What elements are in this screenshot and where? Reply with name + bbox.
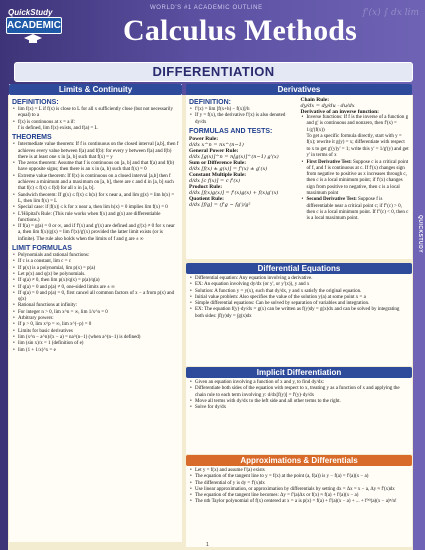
- page-title: Calculus Methods: [122, 14, 358, 47]
- differential-of-y: • The differential of y is dy = f'(x)dx: [195, 481, 409, 487]
- approximations-section: [186, 455, 412, 547]
- inverse-specific-formula: To get a specific formula directly, start with y = f(x); rewrite it g(y) = x; differentiate with respect to x to get g'(y)y' = 1; write this y' = 1/g'(y) and get y' in terms of x: [306, 133, 409, 159]
- second-derivative-test-heading: Second Derivative Test:: [306, 197, 357, 203]
- lhopital-rule: • L'Hôpital's Rule: (This rule works when f(x) and g(x) are differentiable functions.): [18, 212, 179, 225]
- limit-formulas-heading: LIMIT FORMULAS: [12, 245, 72, 253]
- definitions-list: [12, 107, 179, 126]
- chain-rule: dy/dx = dy/du · du/dx: [300, 103, 355, 109]
- basic-derivative-limits: • Limits for basic derivatives: [18, 329, 179, 335]
- implicit-step-move: • Move all terms with dy/dx to the left side and all other terms to the right.: [195, 399, 409, 405]
- quotient-limit: • If q(a) ≠ 0, then lim p(x)/q(x) = p(a)/q(a): [18, 278, 179, 284]
- limit-formulas-list: [12, 253, 179, 354]
- first-derivative-test-text: Suppose c is a critical point of f, and f is continuous at c. If f'(x) changes sign from negative to positive as x increases through c, then c is a local minimum point; if f'(x) changes sign from positive to negative, then c is a local maximum point: [306, 159, 409, 196]
- second-derivative-test: [307, 197, 410, 222]
- approximations-list: [189, 468, 409, 506]
- constant-multiple-heading: Constant Multiple Rule:: [189, 171, 247, 178]
- derivatives-right-part: [301, 97, 410, 222]
- sum-rule-heading: Sum or Difference Rule:: [189, 159, 247, 166]
- formulas-tests-heading: FORMULAS AND TESTS:: [189, 127, 273, 135]
- quickstudy-logo: [6, 8, 60, 54]
- derivative-definition-heading: DEFINITION:: [189, 99, 231, 106]
- simple-differential-equations: • Simple differential equations: Can be solved by separation of variables and integration.: [195, 301, 409, 307]
- solution-definition: • Solution: A function y = y(x), such that dy/dx, y and x satisfy the original equation.: [195, 289, 409, 295]
- differential-equations-list: [189, 276, 409, 320]
- limits-continuity-column: [9, 84, 182, 542]
- inverse-functions: • Inverse functions: If f is the inverse of a function g and g' is continuous and nonzero, then f'(x) = 1/g'(f(x)): [307, 115, 410, 134]
- continuity-definition: • f(x) is continuous at x = a if:: [18, 120, 179, 126]
- separation-example: • EX: The equation f(y)·dy/dx = g(x) can be written as f(y)dy = g(x)dx and can be solved by integrating both sides: ∫f(y)dy = ∫g(x)dx: [195, 307, 409, 320]
- implicit-intro: • Given an equation involving a function of x and y, to find dy/dx:: [195, 380, 409, 386]
- sandwich-special-case: • Special case: if |f(x)| ≤ k for x near a, then lim h(x) = 0 implies lim f(x) = 0: [18, 205, 179, 211]
- differential-equation-example: • EX: An equation involving dy/dx (or y', or y'(x)), y and x: [195, 282, 409, 288]
- initial-value-problem: • Initial value problem: Also specifies the value of the solution y(a) at some point x = a: [195, 295, 409, 301]
- extreme-value-theorem: • Extreme value theorem: If f(x) is continuous on a closed interval [a,b] then f achieves a minimum and a maximum on [a, b], there are c and d in [a, b] such that f(c) ≤ f(x) ≤ f(d) for all x in [a, b].: [18, 174, 179, 193]
- watermark-text: WORLD'S #1 ACADEMIC OUTLINE: [150, 5, 263, 11]
- limits-continuity-bar: Limits & Continuity: [9, 84, 182, 95]
- derivatives-two-column: [189, 97, 409, 222]
- first-derivative-test: [307, 160, 410, 198]
- derivative-notation: • If y = f(x), the derivative f'(x) is also denoted dy/dx: [195, 113, 298, 126]
- intermediate-value-theorem: • Intermediate value theorem: If f is continuous on the closed interval [a,b], then f achieves every value between f(a) and f(b): for every y between f(a) and f(b) there is at least one x in [a, b] such that f(x) = y: [18, 142, 179, 161]
- side-text: QUICKSTUDY: [417, 215, 423, 254]
- tests-list: [301, 160, 410, 223]
- derivatives-body: [186, 95, 412, 259]
- derivatives-section: [186, 84, 412, 259]
- quotient-rule-heading: Quotient Rule:: [189, 195, 224, 202]
- polynomials-rational-heading: • Polynomials and rational functions:: [18, 253, 179, 259]
- second-derivative-test-text: Suppose f is differentiable near a critical point c; if f''(c) > 0, then c is a local minimum point. If f''(c) < 0, then c is a local maximum point.: [306, 197, 409, 222]
- differential-equations-bar: Differential Equations: [186, 263, 412, 274]
- differential-equations-body: [186, 274, 412, 366]
- product-rule-heading: Product Rule:: [189, 183, 223, 190]
- implicit-differentiation-bar: Implicit Differentiation: [186, 367, 412, 378]
- theorems-list: [12, 142, 179, 243]
- approximations-body: [186, 466, 412, 547]
- logo-top-text: QuickStudy: [8, 8, 53, 17]
- quotient-rule: d/dx [f/g] = (f'g − fg')/g²: [189, 201, 251, 208]
- constant-multiple-rule: d/dx [c f(x)] = c f'(x): [189, 177, 241, 184]
- common-factor-note: • If q(a) = 0 and p(a) = 0, first cancel all common factors of x − a from p(x) and q(x): [18, 291, 179, 304]
- general-power-rule-heading: General Power Rule:: [189, 147, 239, 154]
- limit-definition: • lim f(x) = L if f(x) is close to L for all x sufficiently close (but not necessarily equal) to a: [18, 107, 179, 120]
- differential-equation-definition: • Differential equation: Any equation involving a derivative.: [195, 276, 409, 282]
- implicit-step-differentiate: • Differentiate both sides of the equation with respect to x, treating y as a function of x and applying the chain rule to each term involving y: d/dx[f(y)] = f'(y)·dy/dx: [195, 386, 409, 399]
- differentiation-section-bar: DIFFERENTIATION: [14, 62, 413, 82]
- implicit-list: [189, 380, 409, 411]
- header-formula-art: f'(x) ∫ dx lim: [362, 8, 419, 18]
- left-border-strip: [0, 95, 8, 550]
- taylor-polynomial: • The nth Taylor polynomial of f(x) centered at x = a is p(x) = f(a) + f'(a)(x − a) + ... + f⁽ⁿ⁾(a)(x − a)ⁿ/n!: [195, 499, 409, 505]
- right-column: [186, 84, 412, 542]
- derivative-limit-definition: • f'(x) = lim [f(x+h) − f(x)]/h: [195, 107, 298, 113]
- approximations-bar: Approximations & Differentials: [186, 455, 412, 466]
- polynomials-note: • Let p(x) and q(x) be polynomials.: [18, 272, 179, 278]
- inverse-derivative-heading: Derivative of an inverse function:: [300, 109, 380, 115]
- zeros-theorem: • The zeros theorem: Assume that f is continuous on [a, b] and that f(a) and f(b) have opposite signs; then there is an x in (a, b) such that f(x) = 0: [18, 161, 179, 174]
- tangent-line-equation: • The equation of the tangent line to y = f(x) at the point (a, f(a)) is y − f(a) = f'(a)(x − a): [195, 474, 409, 480]
- derivative-definition-list: [189, 107, 298, 126]
- implicit-differentiation-section: [186, 367, 412, 454]
- power-difference-limit: • lim (x^n − a^n)/(x − a) = na^(n−1) (when a^(n−1) is defined): [18, 335, 179, 341]
- implicit-differentiation-body: [186, 378, 412, 454]
- e-limit: • lim (1 + 1/x)^x = e: [18, 348, 179, 354]
- implicit-step-solve: • Solve for dy/dx: [195, 405, 409, 411]
- sine-limit: • lim (sin x)/x = 1 (definition of e): [18, 341, 179, 347]
- lhopital-rule-detail: • If f(a) = g(a) = 0 or ∞, and if f'(x) and g'(x) are defined and g'(x) ≠ 0 for x near a, then lim f(x)/g(x) = lim f'(x)/g'(x) provided the latter limit exists (or is infinite). The rule also holds when the limits of f and g are ± ∞: [18, 224, 179, 243]
- right-border-strip: [413, 95, 425, 550]
- power-rule-heading: Power Rule:: [189, 135, 219, 142]
- product-rule: d/dx [f(x)g(x)] = f'(x)g(x) + f(x)g'(x): [189, 189, 279, 196]
- limits-continuity-body: [9, 95, 182, 356]
- one-sided-limit: • If q(a) = 0 and p(a) ≠ 0, one-sided limits are ± ∞: [18, 285, 179, 291]
- definitions-heading: DEFINITIONS:: [12, 99, 59, 106]
- derivatives-left-part: [189, 97, 298, 222]
- theorems-heading: THEOREMS: [12, 134, 52, 142]
- constant-limit: • If c is a constant, lim c = c: [18, 259, 179, 265]
- linear-approximation: • Use linear approximation, or approximation by differentials by setting dx = Δx = x − a, Δy ≈ f'(x)dx: [195, 487, 409, 493]
- sum-rule: d/dx [f(x) ± g(x)] = f'(x) ± g'(x): [189, 165, 268, 172]
- page-number: 1: [206, 542, 209, 548]
- power-rule: d/dx x^n = nx^(n−1): [189, 141, 244, 148]
- logo-academic-text: ACADEMIC: [6, 17, 62, 34]
- arbitrary-power-limits: • If p > 0, lim x^p = ∞, lim x^(−p) = 0: [18, 322, 179, 328]
- continuity-conditions: f is defined, lim f(x) exists, and f(a) = L: [18, 125, 98, 131]
- rational-at-infinity: • Rational functions at infinity:: [18, 303, 179, 309]
- sandwich-theorem: • Sandwich theorem: If g(x) ≤ f(x) ≤ h(x) for x near a, and lim g(x) = lim h(x) = L, then lim f(x) = L: [18, 193, 179, 206]
- general-power-rule: d/dx [g(x)]^n = n[g(x)]^(n−1) g'(x): [189, 153, 279, 160]
- arbitrary-powers: • Arbitrary powers:: [18, 316, 179, 322]
- first-derivative-test-heading: First Derivative Test:: [306, 159, 352, 165]
- derivatives-bar: Derivatives: [186, 84, 412, 95]
- tangent-line-becomes: • The equation of the tangent line becomes: Δy = f'(a)Δx or f(x) ≈ f(a) + f'(a)(x − a): [195, 493, 409, 499]
- graduation-cap-icon: [24, 34, 42, 44]
- chain-rule-heading: Chain Rule:: [300, 97, 330, 103]
- approx-assumption: • Let y = f(x) and assume f'(a) exists: [195, 468, 409, 474]
- integer-power-limits: • For integer n > 0, lim x^n = ∞, lim 1/x^n = 0: [18, 310, 179, 316]
- differential-equations-section: [186, 263, 412, 366]
- polynomial-limit: • If p(x) is a polynomial, lim p(x) = p(a): [18, 266, 179, 272]
- header-banner: [0, 0, 425, 95]
- inverse-list: [301, 115, 410, 134]
